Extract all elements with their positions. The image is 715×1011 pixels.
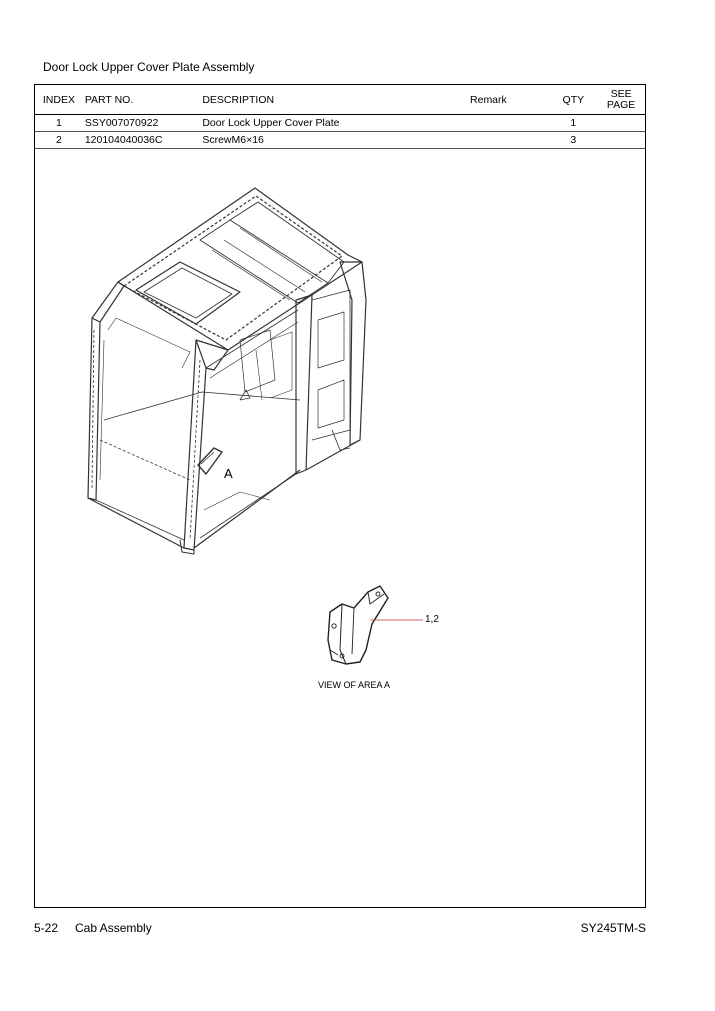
header-see-line1: SEE [610,87,632,100]
footer-section: Cab Assembly [75,921,152,935]
cell-part-no: 120104040036C [83,132,203,149]
callout-label: 1,2 [425,614,439,625]
header-description: DESCRIPTION [202,85,470,115]
header-qty: QTY [550,85,598,115]
cell-qty: 3 [550,132,598,149]
cell-index: 1 [35,115,83,132]
cell-description: Door Lock Upper Cover Plate [202,115,470,132]
page-title: Door Lock Upper Cover Plate Assembly [43,60,255,74]
view-caption: VIEW OF AREA A [318,680,391,690]
header-remark: Remark [470,85,549,115]
footer-model: SY245TM-S [580,921,646,935]
cell-index: 2 [35,132,83,149]
header-part-no: PART NO. [83,85,203,115]
cell-qty: 1 [550,115,598,132]
cell-description: ScrewM6×16 [202,132,470,149]
cell-part-no: SSY007070922 [83,115,203,132]
header-index: INDEX [35,85,83,115]
header-see-line2: PAGE [606,98,636,111]
footer-page-number: 5-22 [34,921,59,935]
area-a-label: A [224,466,233,481]
